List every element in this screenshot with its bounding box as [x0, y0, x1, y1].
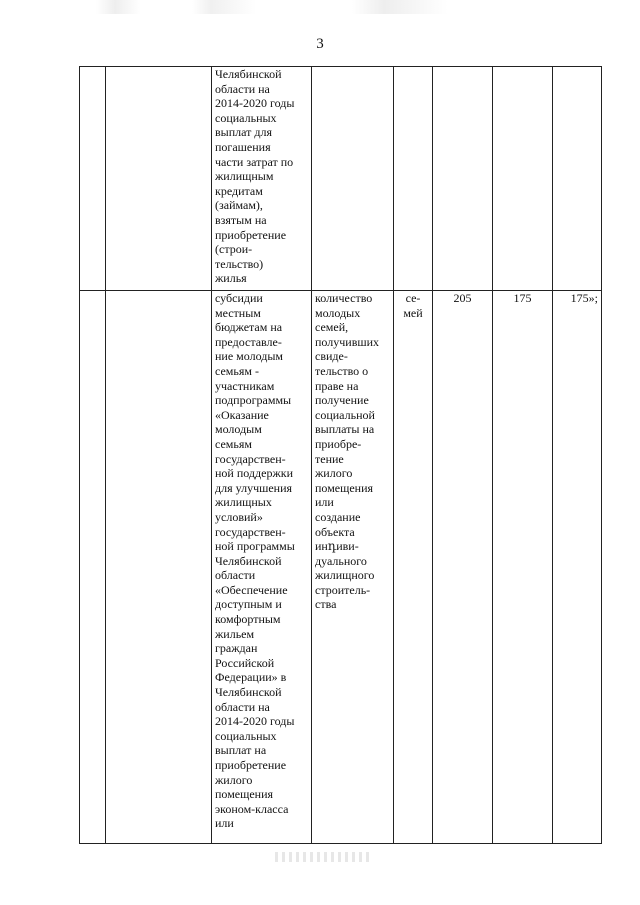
table-cell — [80, 67, 106, 291]
scan-artifact — [275, 852, 370, 862]
value-cell: 205 — [433, 291, 493, 844]
unit-of-measure: се- мей — [394, 291, 433, 844]
table-cell — [106, 67, 212, 291]
table-cell — [106, 291, 212, 844]
indicator-table — [79, 66, 602, 844]
scan-artifact — [0, 0, 640, 14]
table-cell — [312, 67, 394, 291]
indicator-name: количество молодых семей, получивших свиде- тельство о праве на получение социальной выплаты на приобре- тение жилого помещения или создание объекта инդиви- дуального жилищного строитель- ства — [312, 291, 394, 844]
table-row — [80, 67, 602, 291]
table-cell — [433, 67, 493, 291]
page-number: 3 — [316, 36, 324, 52]
table-row — [80, 291, 602, 844]
table-cell — [493, 67, 553, 291]
measure-description: Челябинской области на 2014-2020 годы социальных выплат для погашения части затрат по жилищным кредитам (займам), взятым на приобретение (строи- тельство) жилья — [212, 67, 312, 291]
table-cell — [80, 291, 106, 844]
table-cell — [553, 67, 602, 291]
value-cell: 175»; — [553, 291, 602, 844]
table-cell — [394, 67, 433, 291]
value-cell: 175 — [493, 291, 553, 844]
measure-description: субсидии местным бюджетам на предоставле- ние молодым семьям - участникам подпрограммы «Оказание молодым семьям государствен- ной поддержки для улучшения жилищных условий» государствен- ной программы Челябинской области «Обеспечение доступным и комфортным жильем граждан Российской Федерации» в Челябинской области на 2014-2020 годы социальных выплат на приобретение жилого помещения эконом-класса или — [212, 291, 312, 844]
